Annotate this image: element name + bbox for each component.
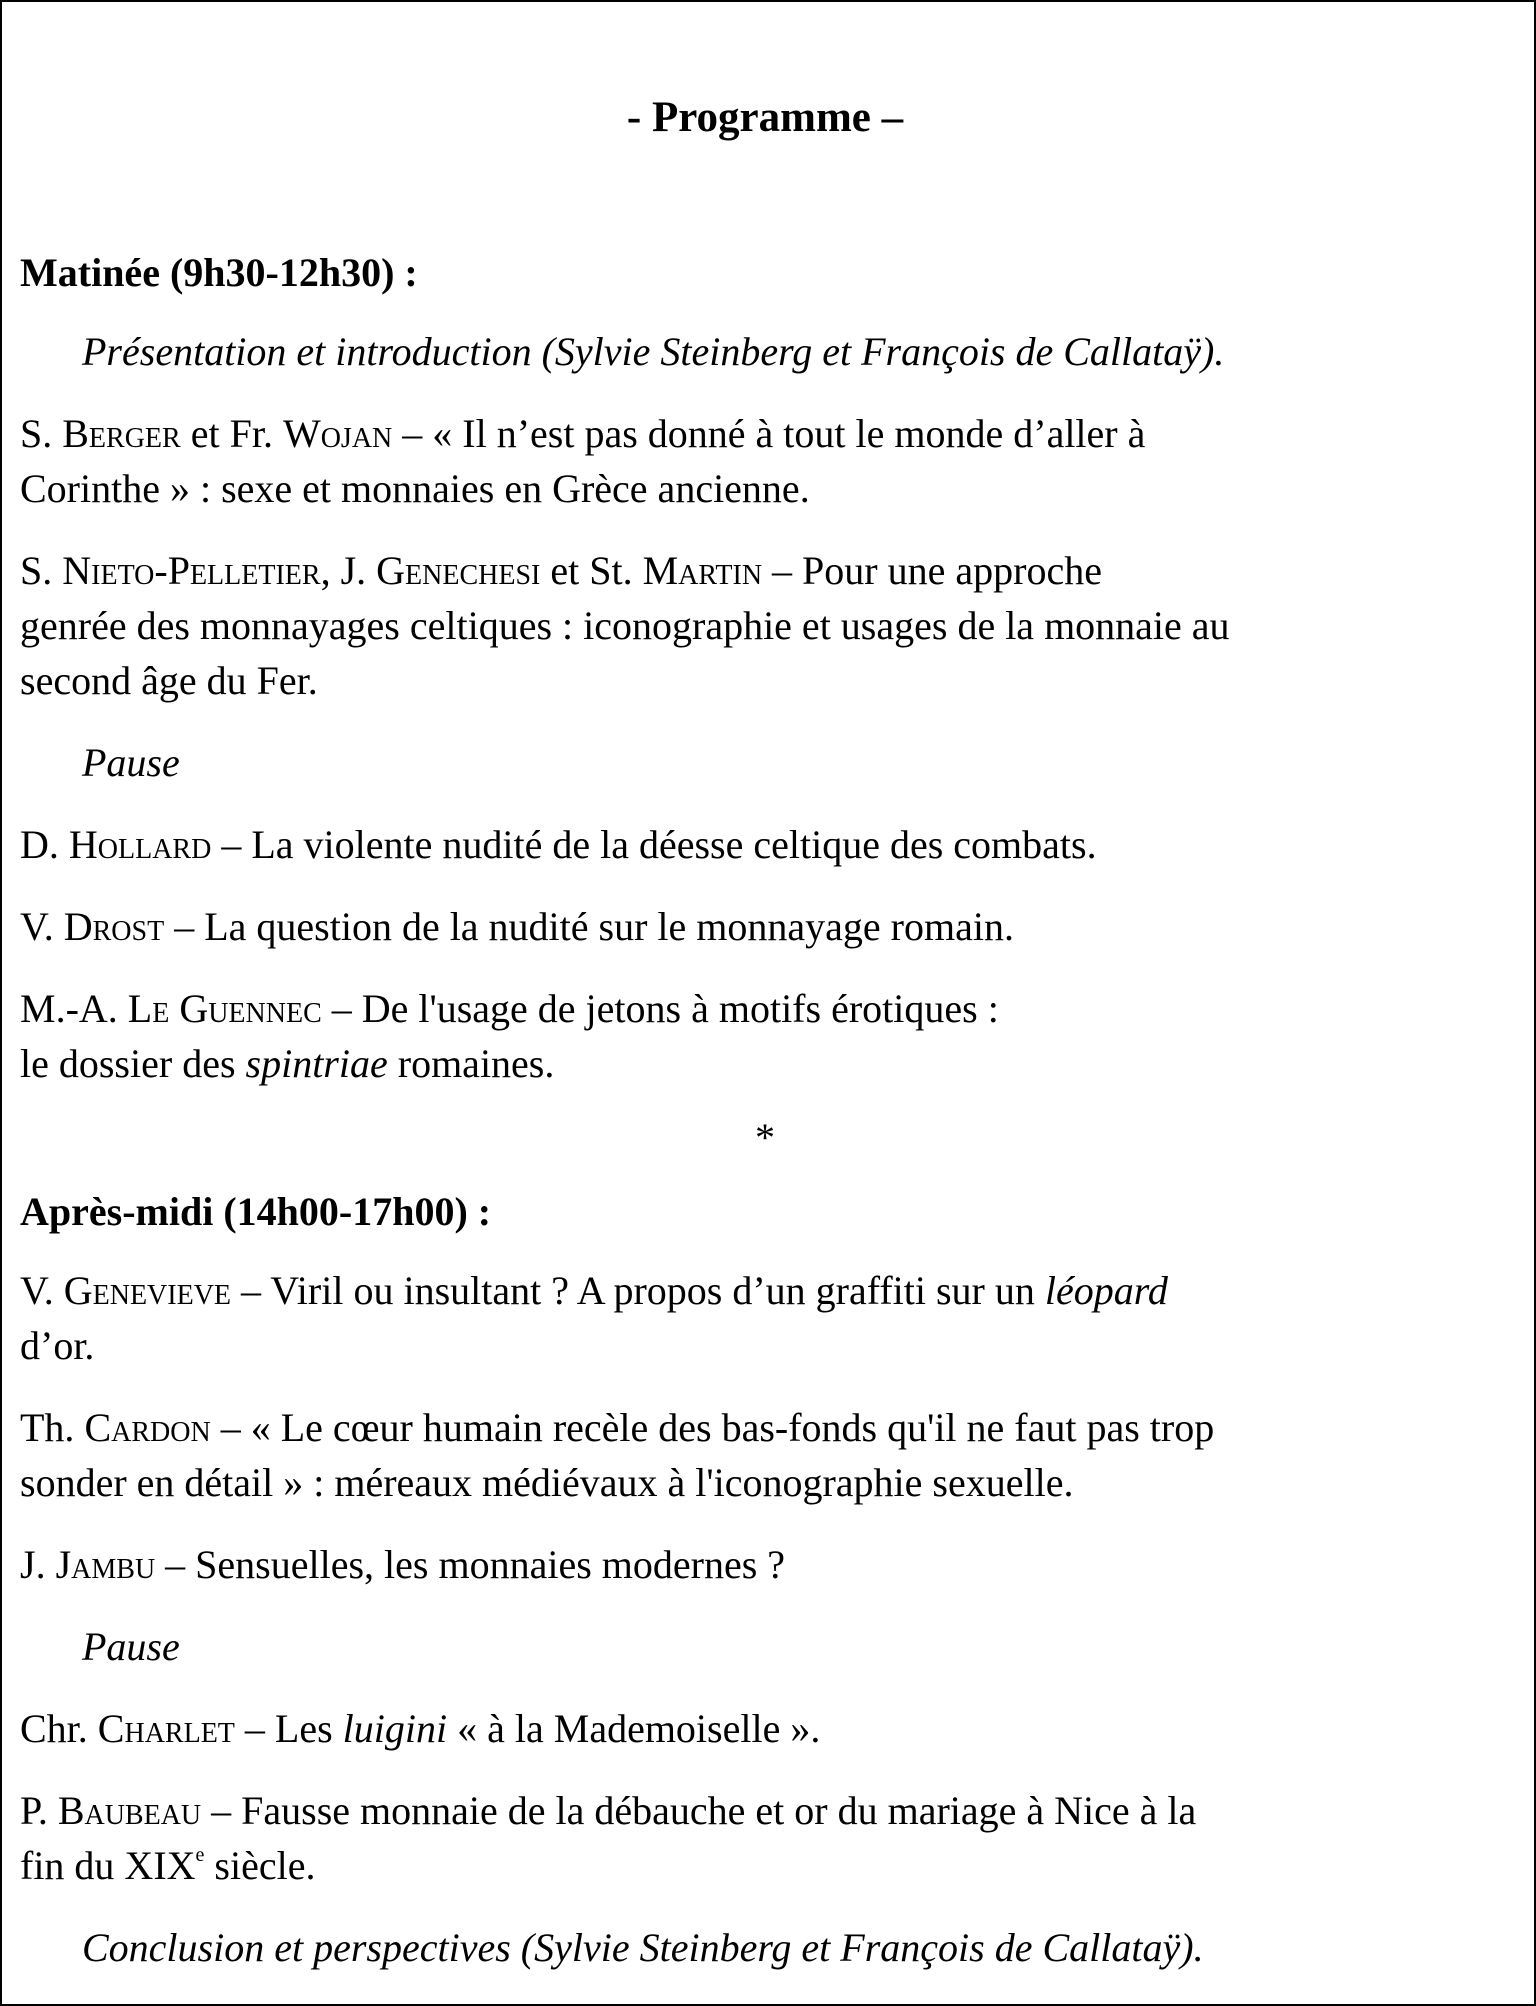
- section-separator: *: [755, 1115, 775, 1160]
- talk-jambu: J. Jambu – Sensuelles, les monnaies modernes ?: [20, 1542, 786, 1587]
- speaker-name: Wojan: [282, 411, 393, 456]
- afternoon-conclusion: Conclusion et perspectives (Sylvie Steinberg et François de Callataÿ).: [82, 1925, 1204, 1970]
- talk-nieto-pelletier: S. Nieto-Pelletier, J. Genechesi et St. Martin – Pour une approche genrée des monnayages celtiques : iconographie et usages de la monnaie au second âge du Fer.: [20, 548, 1230, 703]
- talk-baubeau: P. Baubeau – Fausse monnaie de la débauche et or du mariage à Nice à la fin du XIXe siècle.: [20, 1788, 1197, 1888]
- talk-berger-wojan: S. Berger et Fr. Wojan – « Il n’est pas donné à tout le monde d’aller à Corinthe » : sexe et monnaies en Grèce ancienne.: [20, 411, 1146, 511]
- talk-charlet: Chr. Charlet – Les luigini « à la Mademoiselle ».: [20, 1706, 821, 1751]
- talk-le-guennec: M.-A. Le Guennec – De l'usage de jetons à motifs érotiques : le dossier des spintriae romaines.: [20, 986, 999, 1086]
- speaker-name: Baubeau: [57, 1788, 202, 1833]
- talk-cardon: Th. Cardon – « Le cœur humain recèle des bas-fonds qu'il ne faut pas trop sonder en détail » : méreaux médiévaux à l'iconographie sexuelle.: [20, 1405, 1215, 1505]
- speaker-name: Berger: [62, 411, 181, 456]
- speaker-name: Drost: [63, 904, 165, 949]
- talk-drost: V. Drost – La question de la nudité sur le monnayage romain.: [20, 904, 1014, 949]
- speaker-name: Jambu: [55, 1542, 156, 1587]
- morning-introduction: Présentation et introduction (Sylvie Steinberg et François de Callataÿ).: [82, 329, 1225, 374]
- speaker-name: Cardon: [84, 1405, 211, 1450]
- speaker-name: Hollard: [68, 822, 212, 867]
- speaker-name: Le Guennec: [127, 986, 322, 1031]
- talk-hollard: D. Hollard – La violente nudité de la déesse celtique des combats.: [20, 822, 1097, 867]
- speaker-name: Genevieve: [63, 1268, 232, 1313]
- page-title: - Programme –: [626, 94, 904, 141]
- morning-pause: Pause: [82, 740, 180, 785]
- morning-heading: Matinée (9h30-12h30) :: [20, 250, 418, 295]
- afternoon-heading: Après-midi (14h00-17h00) :: [20, 1189, 492, 1234]
- programme-document: [20, 92, 1510, 1975]
- afternoon-pause: Pause: [82, 1624, 180, 1669]
- talk-genevieve: V. Genevieve – Viril ou insultant ? A propos d’un graffiti sur un léopard d’or.: [20, 1268, 1168, 1368]
- speaker-name: Genechesi: [376, 548, 541, 593]
- speaker-name: Nieto-Pelletier: [62, 548, 321, 593]
- speaker-name: Charlet: [97, 1706, 235, 1751]
- speaker-name: Martin: [642, 548, 763, 593]
